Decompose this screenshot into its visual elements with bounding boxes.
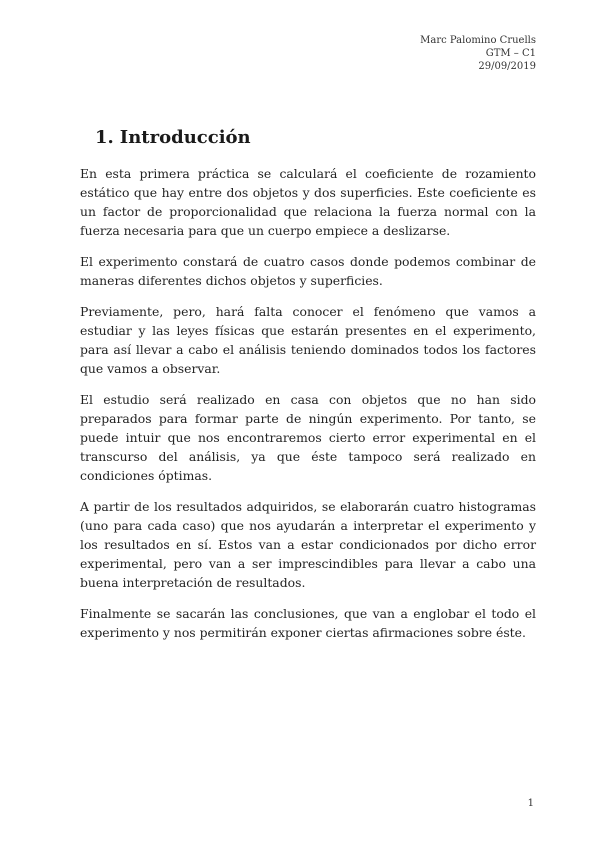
- header-author: Marc Palomino Cruells: [420, 35, 536, 46]
- paragraph-6: Finalmente se sacarán las conclusiones, que van a englobar el todo el experimento y nos permitirán exponer ciertas afirmaciones sobre éste.: [80, 606, 536, 640]
- paragraph-1: En esta primera práctica se calculará el coeficiente de rozamiento estático que hay entre dos objetos y dos superficies. Este coeficiente es un factor de proporcionalidad que relaciona la fuerza normal con la fuerza necesaria para que un cuerpo empiece a deslizarse.: [80, 166, 536, 238]
- page-number: 1: [527, 798, 534, 809]
- section-title: Introducción: [119, 127, 251, 148]
- section-heading: [95, 127, 251, 148]
- paragraph-3: Previamente, pero, hará falta conocer el fenómeno que vamos a estudiar y las leyes físicas que estarán presentes en el experimento, para así llevar a cabo el análisis teniendo dominados todos los factores que vamos a observar.: [80, 304, 536, 376]
- header-group: GTM – C1: [485, 48, 536, 59]
- body-text: [80, 164, 536, 654]
- page-header: [420, 34, 536, 73]
- paragraph-4: El estudio será realizado en casa con objetos que no han sido preparados para formar parte de ningún experimento. Por tanto, se puede intuir que nos encontraremos cierto error experimental en el transcurso del análisis, ya que éste tampoco será realizado en condiciones óptimas.: [80, 392, 536, 483]
- paragraph-2: El experimento constará de cuatro casos donde podemos combinar de maneras diferentes dichos objetos y superficies.: [80, 254, 536, 288]
- paragraph-5: A partir de los resultados adquiridos, se elaborarán cuatro histogramas (uno para cada caso) que nos ayudarán a interpretar el experimento y los resultados en sí. Estos van a estar condicionados por dicho error experimental, pero van a ser imprescindibles para llevar a cabo una buena interpretación de resultados.: [80, 499, 536, 590]
- section-number: 1.: [95, 127, 114, 148]
- header-date: 29/09/2019: [478, 61, 536, 72]
